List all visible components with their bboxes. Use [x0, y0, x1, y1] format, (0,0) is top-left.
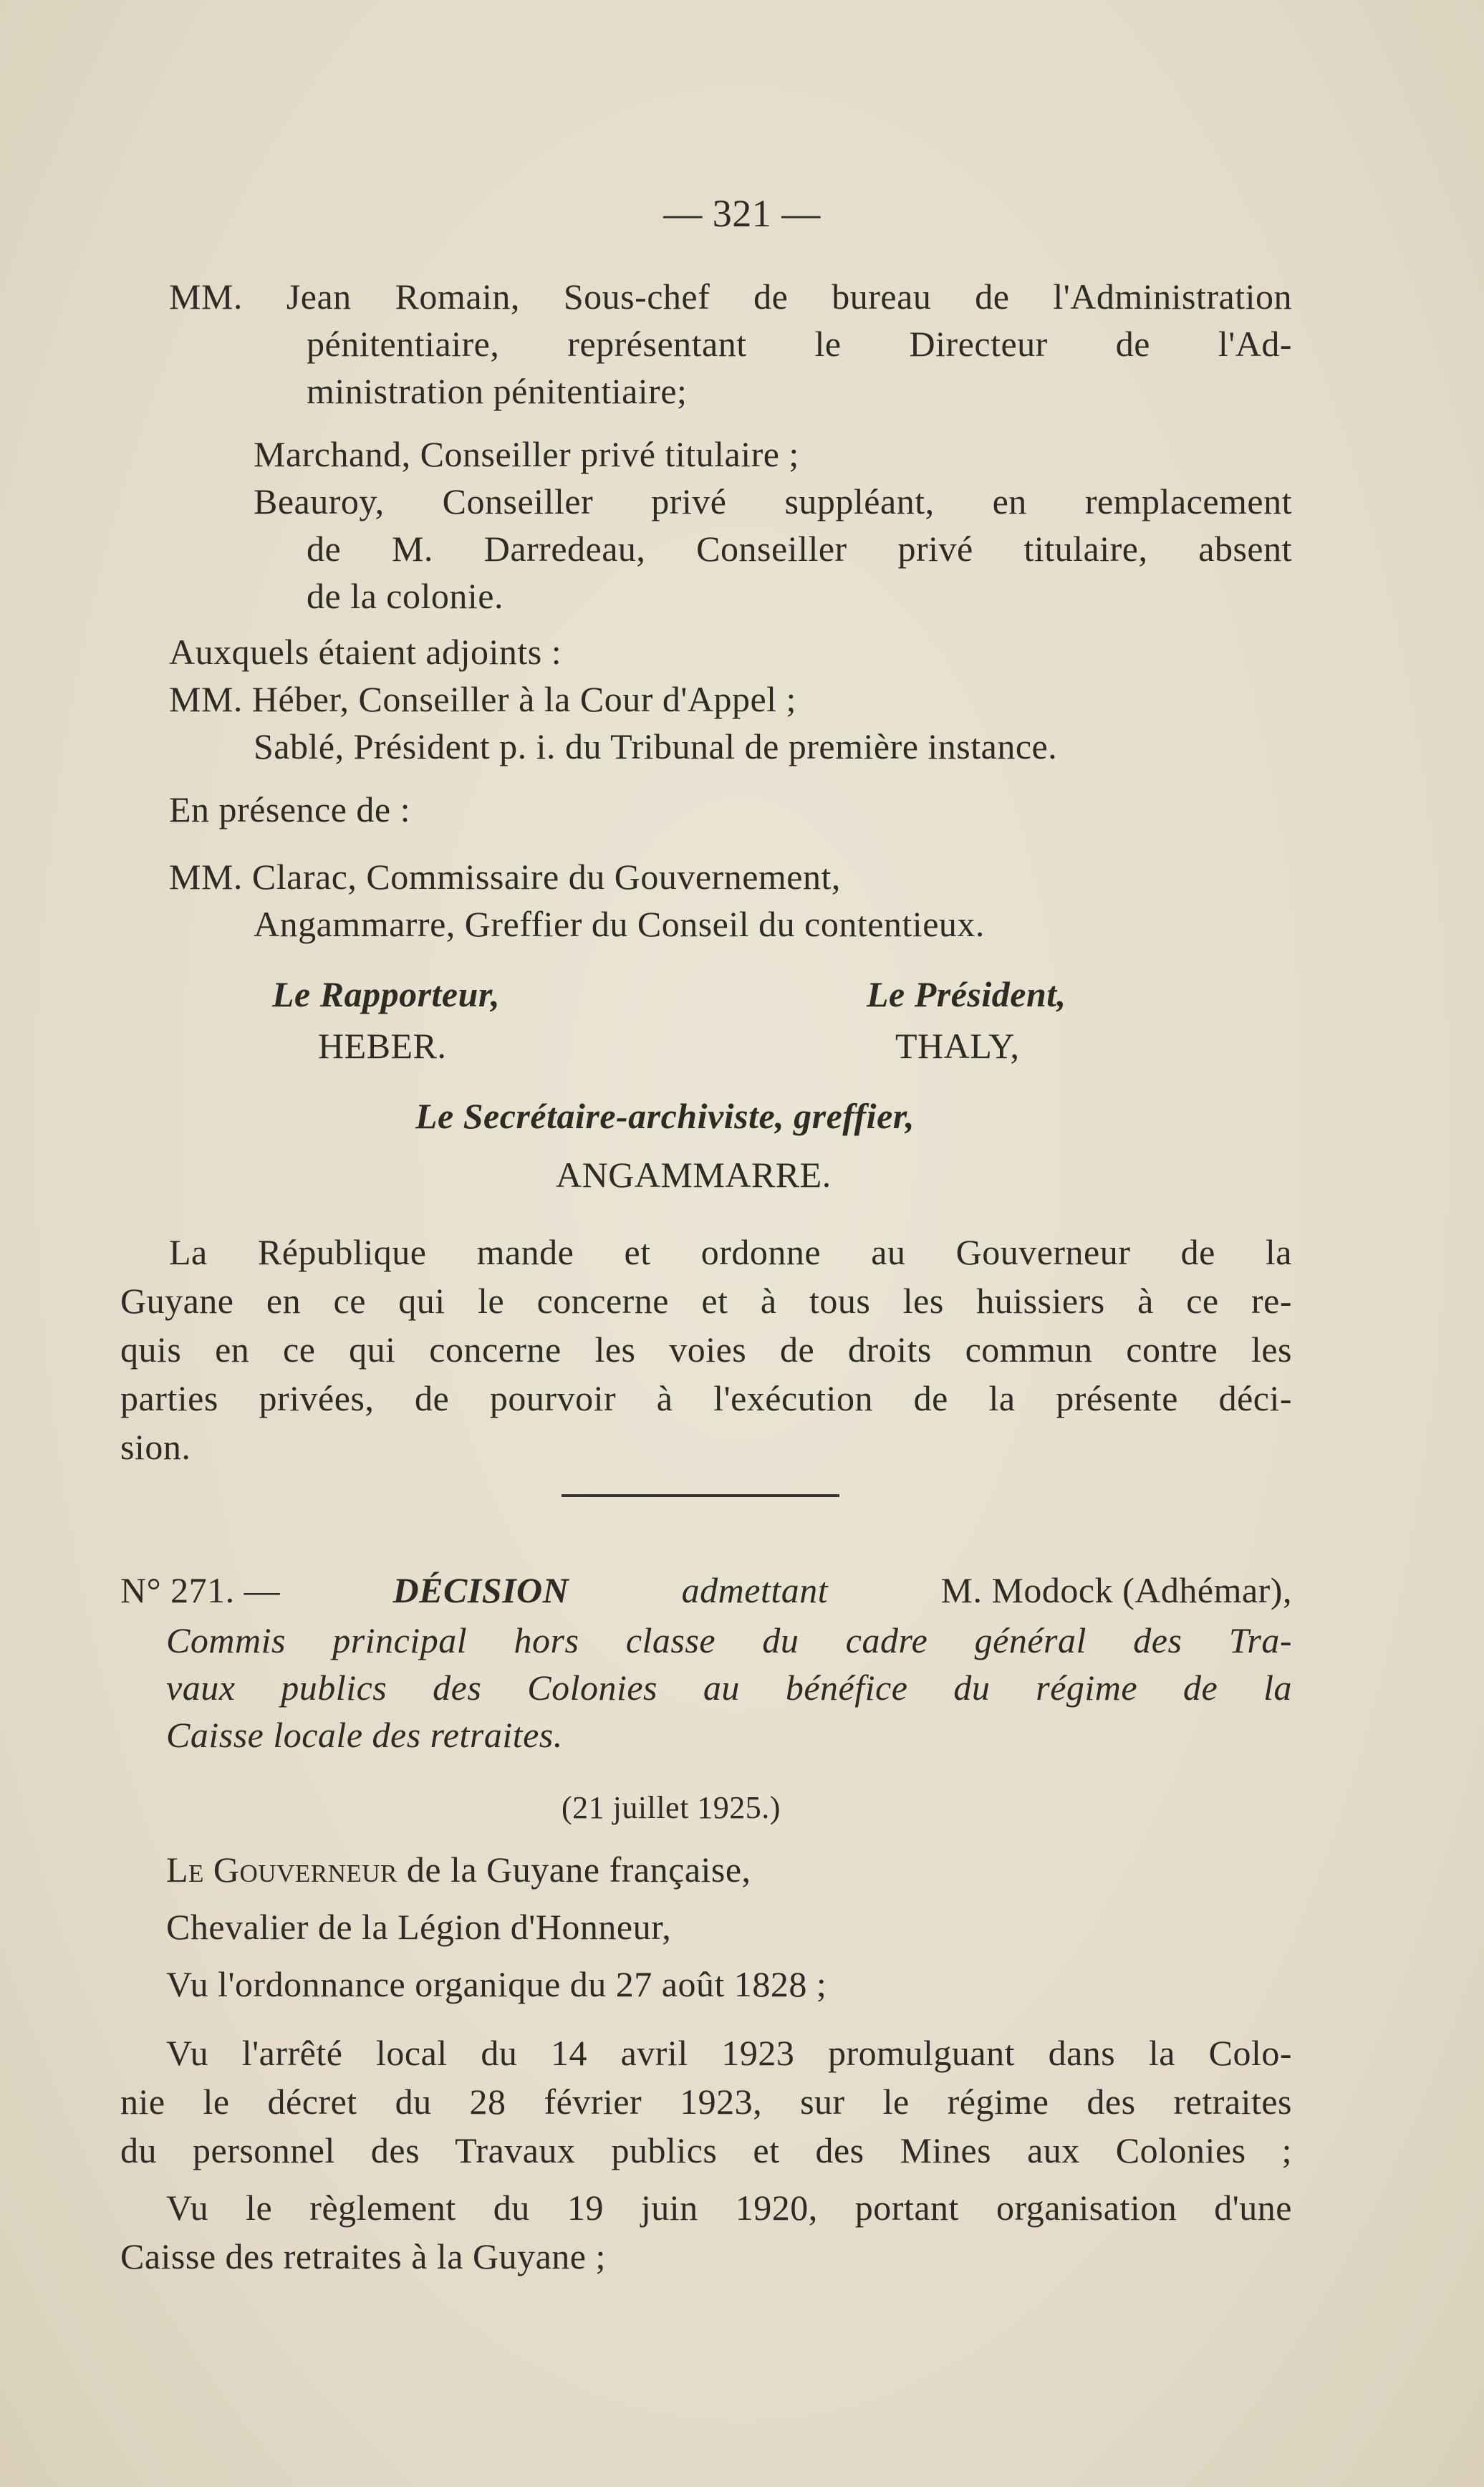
executory-line-1: La République mande et ordonne au Gouverneur de la: [169, 1232, 1292, 1272]
decision-date: (21 juillet 1925.): [562, 1790, 781, 1825]
member-line-5: Beauroy, Conseiller privé suppléant, en remplacement: [254, 481, 1292, 521]
president-title: Le Président,: [867, 974, 1066, 1014]
president-name: THALY,: [895, 1026, 1020, 1066]
member-line-3: ministration pénitentiaire;: [307, 371, 688, 411]
vu-ordonnance: Vu l'ordonnance organique du 27 août 1828 ;: [166, 1964, 827, 2004]
member-line-7: de la colonie.: [307, 576, 504, 616]
member-line-6: de M. Darredeau, Conseiller privé titulaire, absent: [307, 529, 1292, 569]
secretary-name: ANGAMMARRE.: [556, 1155, 832, 1195]
member-line-1: MM. Jean Romain, Sous-chef de bureau de l'Administration: [169, 276, 1292, 317]
section-divider: [562, 1494, 839, 1497]
vu-reglement-line-1: Vu le règlement du 19 juin 1920, portant organisation d'une: [166, 2188, 1292, 2228]
presence-label: En présence de :: [169, 789, 411, 829]
presence-line-1: MM. Clarac, Commissaire du Gouvernement,: [169, 857, 841, 897]
vu-reglement-line-2: Caisse des retraites à la Guyane ;: [120, 2236, 606, 2276]
executory-line-2: Guyane en ce qui le concerne et à tous les huissiers à ce re-: [120, 1281, 1292, 1321]
secretary-title: Le Secrétaire-archiviste, greffier,: [415, 1096, 915, 1136]
executory-line-5: sion.: [120, 1427, 191, 1467]
decision-subject-2: vaux publics des Colonies au bénéfice du régime de la: [166, 1668, 1292, 1708]
executory-line-3: quis en ce qui concerne les voies de droits commun contre les: [120, 1329, 1292, 1370]
vu-arrete-line-3: du personnel des Travaux publics et des Mines aux Colonies ;: [120, 2130, 1292, 2170]
page-number: — 321 —: [663, 192, 821, 235]
decision-person: M. Modock (Adhémar),: [940, 1570, 1292, 1610]
governor-rest: de la Guyane française,: [406, 1849, 751, 1890]
member-line-4: Marchand, Conseiller privé titulaire ;: [254, 434, 799, 474]
governor-smallcaps: Le Gouverneur: [166, 1849, 398, 1890]
decision-word: DÉCISION: [392, 1570, 569, 1610]
governor-line: [166, 1848, 751, 1891]
rapporteur-name: HEBER.: [318, 1026, 447, 1066]
decision-subject-3: Caisse locale des retraites.: [166, 1715, 563, 1755]
executory-line-4: parties privées, de pourvoir à l'exécution de la présente déci-: [120, 1378, 1292, 1418]
decision-subject-1: Commis principal hors classe du cadre général des Tra-: [166, 1620, 1292, 1660]
decision-number: N° 271. —: [120, 1570, 281, 1610]
chevalier-line: Chevalier de la Légion d'Honneur,: [166, 1907, 672, 1947]
vu-arrete-line-2: nie le décret du 28 février 1923, sur le régime des retraites: [120, 2082, 1292, 2122]
adjoint-line-1: MM. Héber, Conseiller à la Cour d'Appel ;: [169, 679, 796, 719]
decision-heading: [120, 1569, 1292, 1612]
presence-line-2: Angammarre, Greffier du Conseil du contentieux.: [254, 904, 985, 944]
adjoints-label: Auxquels étaient adjoints :: [169, 632, 562, 672]
member-line-2: pénitentiaire, représentant le Directeur de l'Ad-: [307, 324, 1292, 364]
vu-arrete-line-1: Vu l'arrêté local du 14 avril 1923 promulguant dans la Colo-: [166, 2033, 1292, 2073]
decision-admettant: admettant: [681, 1570, 829, 1610]
rapporteur-title: Le Rapporteur,: [272, 974, 501, 1014]
adjoint-line-2: Sablé, Président p. i. du Tribunal de première instance.: [254, 726, 1058, 766]
